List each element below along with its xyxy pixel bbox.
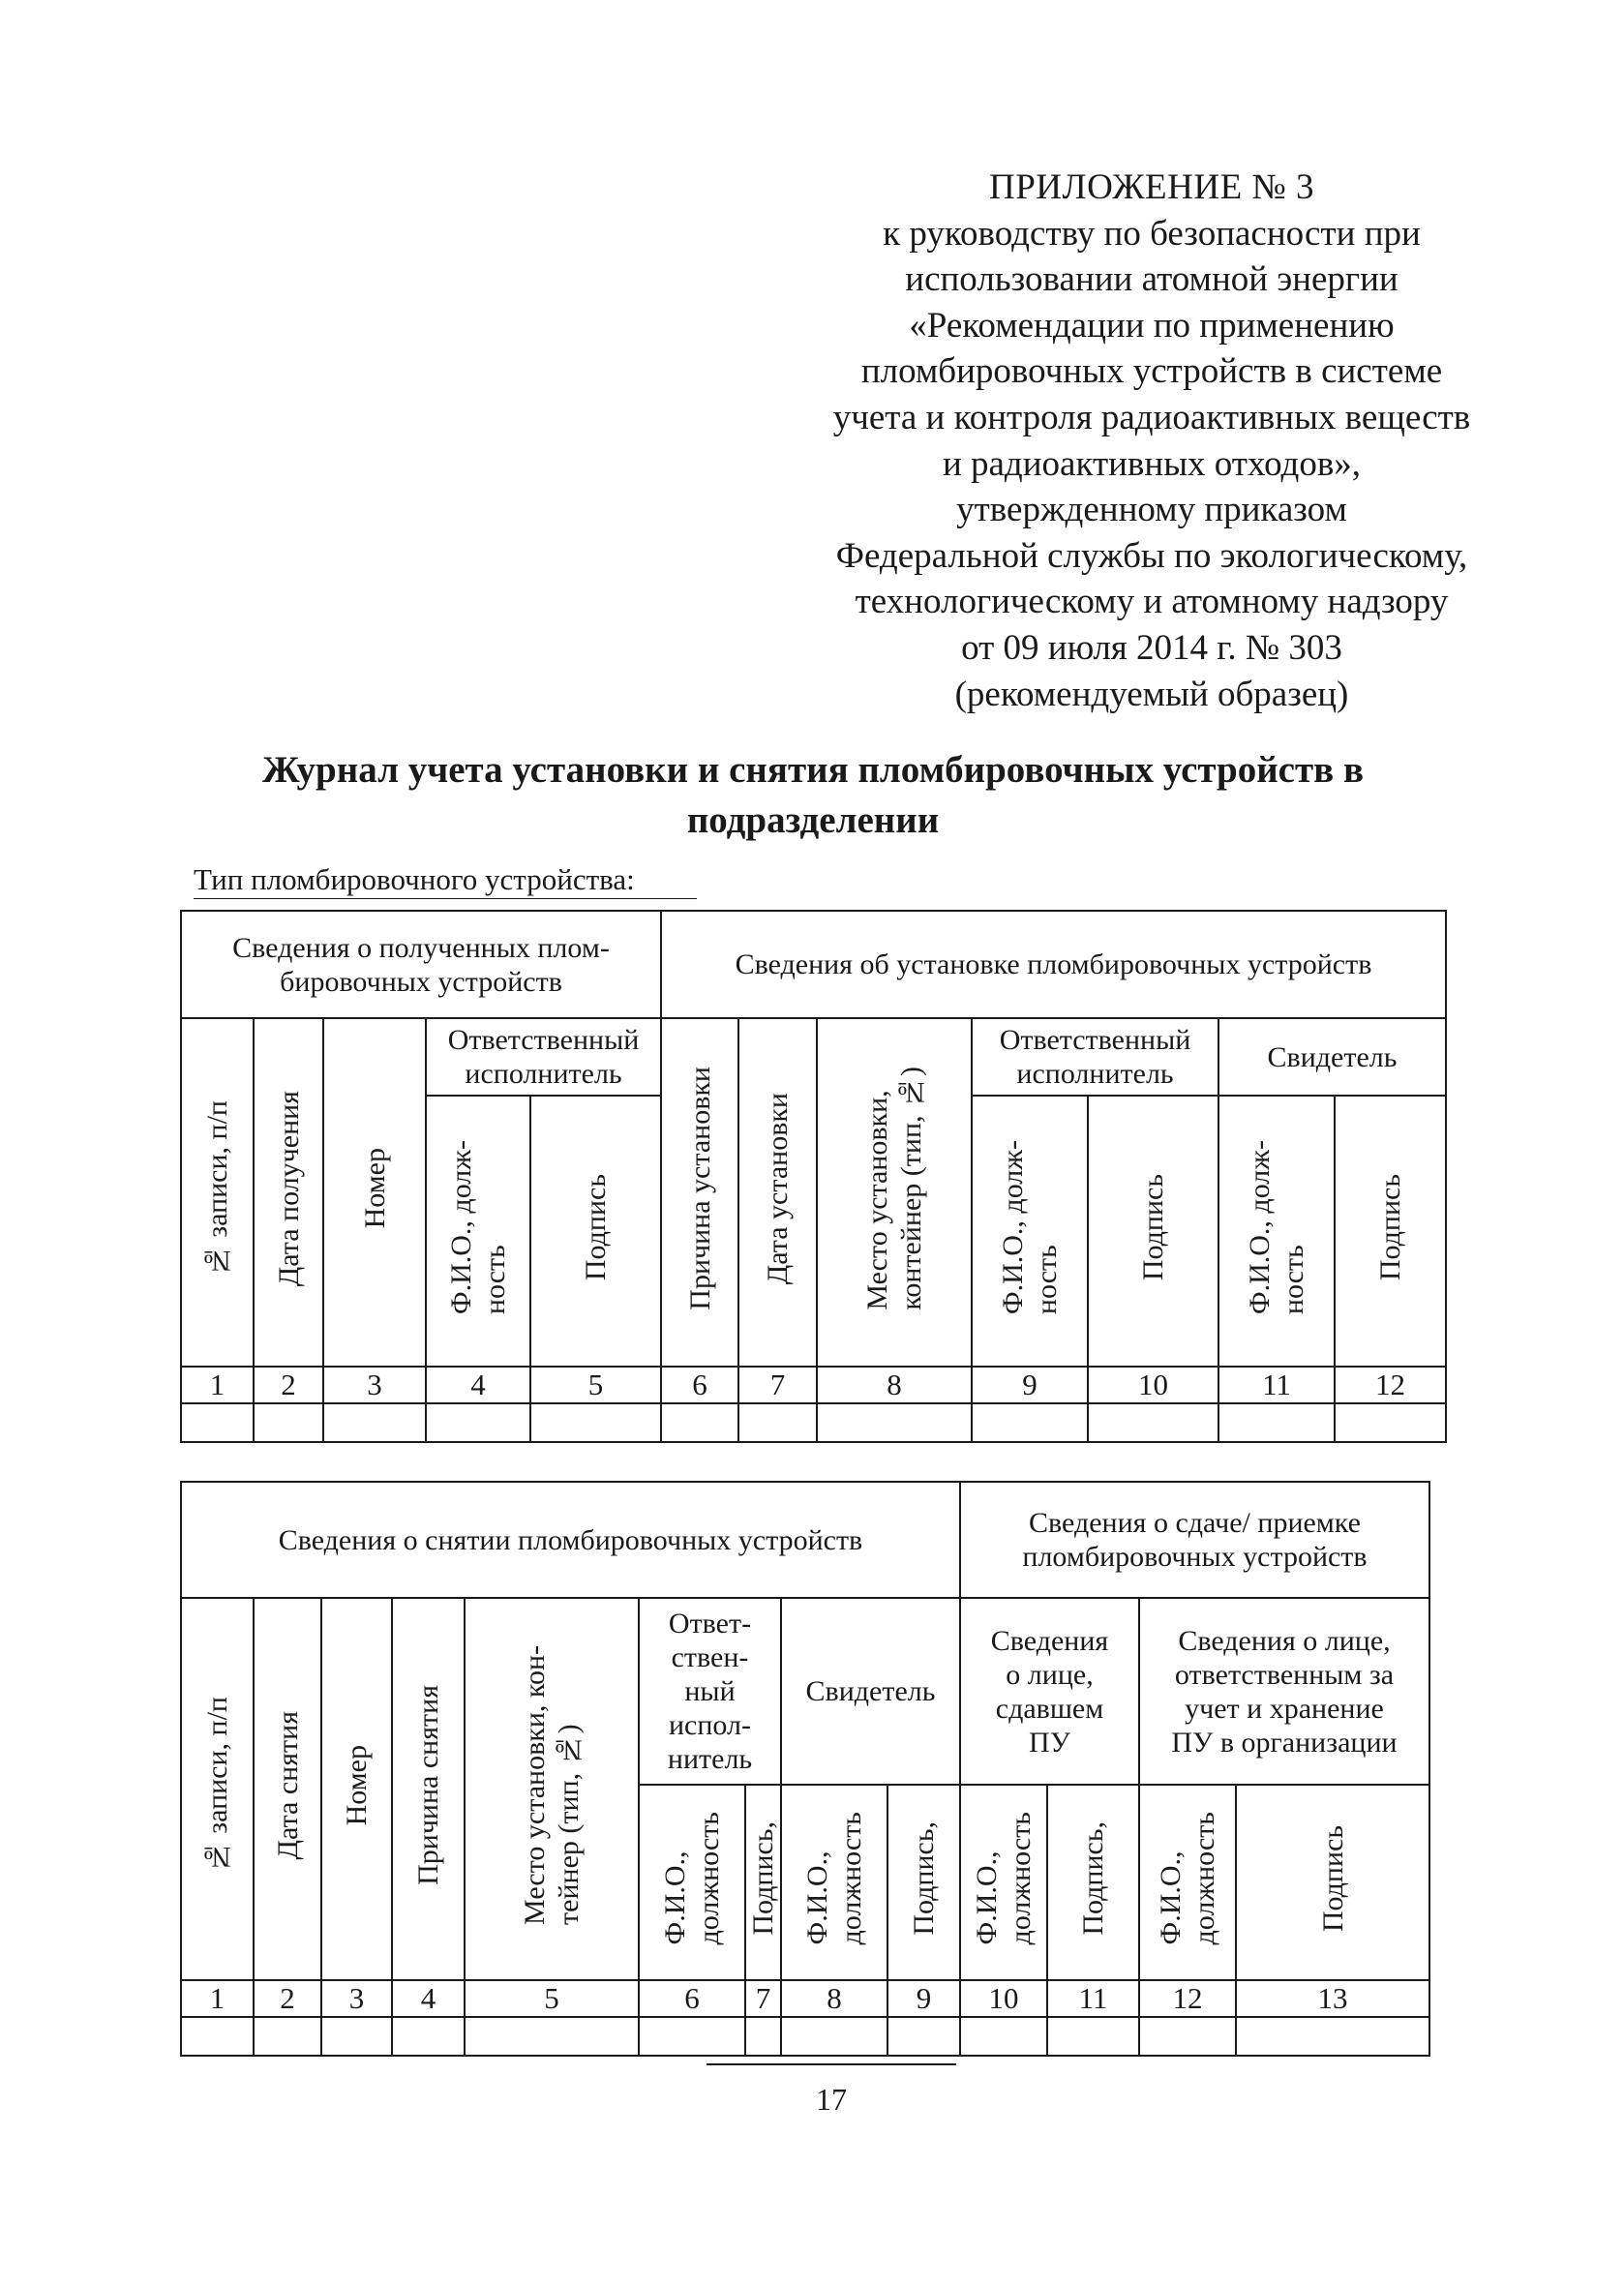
table-row xyxy=(181,1403,1446,1442)
empty-cell xyxy=(181,2017,254,2056)
appendix-line: «Рекомендации по применению xyxy=(909,305,1395,346)
col-signature: Подпись xyxy=(1335,1096,1446,1367)
column-number-cell: 12 xyxy=(1335,1367,1446,1403)
col-signature: Подпись xyxy=(1088,1096,1218,1367)
empty-cell xyxy=(972,1403,1088,1442)
appendix-line: Федеральной службы по экологическому, xyxy=(835,535,1468,576)
appendix-line: пломбировочных устройств в системе xyxy=(860,351,1443,392)
column-number-cell: 8 xyxy=(817,1367,972,1403)
empty-cell xyxy=(738,1403,817,1442)
header-person-handed-over: Сведения о лице, сдавшем ПУ xyxy=(960,1598,1139,1785)
empty-cell xyxy=(639,2017,745,2056)
removal-journal-table xyxy=(180,1481,1430,2057)
appendix-header xyxy=(794,165,1510,717)
header-received-seals: Сведения о полученных плом- бировочных устройств xyxy=(181,911,661,1018)
appendix-line: утвержденному приказом xyxy=(956,490,1347,530)
appendix-line: технологическому и атомному надзору xyxy=(855,582,1449,622)
empty-cell xyxy=(1335,1403,1446,1442)
col-date-received: Дата получения xyxy=(254,1018,323,1367)
col-fio-position: Ф.И.О., должность xyxy=(639,1785,745,1980)
col-number: Номер xyxy=(323,1018,426,1367)
appendix-line: ПРИЛОЖЕНИЕ № 3 xyxy=(988,167,1314,207)
journal-title xyxy=(155,745,1471,846)
empty-cell xyxy=(321,2017,392,2056)
column-number-cell: 7 xyxy=(738,1367,817,1403)
column-number-cell: 12 xyxy=(1139,1980,1236,2017)
column-number-cell: 9 xyxy=(887,1980,960,2017)
column-number-cell: 1 xyxy=(181,1367,254,1403)
column-number-cell: 13 xyxy=(1236,1980,1429,2017)
col-install-reason: Причина установки xyxy=(661,1018,738,1367)
empty-cell xyxy=(254,2017,321,2056)
column-number-cell: 4 xyxy=(392,1980,465,2017)
journal-title-line-1: Журнал учета установки и снятия пломбировочных устройств в xyxy=(261,749,1365,791)
col-install-date: Дата установки xyxy=(738,1018,817,1367)
table-row xyxy=(181,2017,1429,2056)
empty-cell xyxy=(1218,1403,1335,1442)
header-responsible-executor: Ответственный исполнитель xyxy=(972,1018,1218,1096)
column-number-cell: 5 xyxy=(530,1367,661,1403)
header-witness: Свидетель xyxy=(1218,1018,1446,1096)
appendix-line: использовании атомной энергии xyxy=(905,259,1398,300)
header-seal-handover: Сведения о сдаче/ приемке пломбировочных устройств xyxy=(960,1482,1429,1598)
empty-cell xyxy=(181,1403,254,1442)
empty-cell xyxy=(1047,2017,1139,2056)
seal-type-label: Тип пломбировочного устройства: xyxy=(194,862,635,896)
col-signature: Подпись xyxy=(530,1096,661,1367)
header-witness: Свидетель xyxy=(781,1598,960,1785)
column-number-cell: 3 xyxy=(323,1367,426,1403)
column-number-cell: 6 xyxy=(661,1367,738,1403)
appendix-line: к руководству по безопасности при xyxy=(883,213,1421,254)
col-removal-date: Дата снятия xyxy=(254,1598,321,1980)
col-fio-position: Ф.И.О., должность xyxy=(781,1785,887,1980)
col-record-no: № записи, п/п xyxy=(181,1598,254,1980)
column-number-cell: 4 xyxy=(426,1367,530,1403)
appendix-line: учета и контроля радиоактивных веществ xyxy=(832,397,1471,437)
column-number-cell: 7 xyxy=(745,1980,781,2017)
col-fio-position: Ф.И.О., должность xyxy=(1139,1785,1236,1980)
empty-cell xyxy=(323,1403,426,1442)
col-number: Номер xyxy=(321,1598,392,1980)
column-number-cell: 11 xyxy=(1218,1367,1335,1403)
empty-cell xyxy=(392,2017,465,2056)
appendix-line: (рекомендуемый образец) xyxy=(954,674,1349,714)
empty-cell xyxy=(426,1403,530,1442)
col-signature: Подпись, xyxy=(745,1785,781,1980)
header-person-custodian: Сведения о лице, ответственным за учет и хранение ПУ в организации xyxy=(1139,1598,1429,1785)
empty-cell xyxy=(465,2017,639,2056)
empty-cell xyxy=(960,2017,1047,2056)
col-fio-position: Ф.И.О., долж- ность xyxy=(972,1096,1088,1367)
col-fio-position: Ф.И.О., долж- ность xyxy=(426,1096,530,1367)
col-signature: Подпись, xyxy=(887,1785,960,1980)
column-number-cell: 10 xyxy=(960,1980,1047,2017)
col-fio-position: Ф.И.О., должность xyxy=(960,1785,1047,1980)
column-number-cell: 2 xyxy=(254,1980,321,2017)
empty-cell xyxy=(1088,1403,1218,1442)
column-number-cell: 11 xyxy=(1047,1980,1139,2017)
appendix-line: от 09 июля 2014 г. № 303 xyxy=(961,627,1342,668)
col-removal-reason: Причина снятия xyxy=(392,1598,465,1980)
col-install-place: Место установки, кон- тейнер (тип, №) xyxy=(465,1598,639,1980)
installation-journal-table xyxy=(180,910,1447,1443)
appendix-line: и радиоактивных отходов», xyxy=(942,443,1362,484)
empty-cell xyxy=(887,2017,960,2056)
col-record-no: № записи, п/п xyxy=(181,1018,254,1367)
journal-title-line-2: подразделении xyxy=(686,799,940,841)
empty-cell xyxy=(781,2017,887,2056)
header-responsible-executor: Ответственный исполнитель xyxy=(426,1018,661,1096)
column-number-cell: 2 xyxy=(254,1367,323,1403)
footer-rule xyxy=(707,2063,956,2065)
col-signature: Подпись xyxy=(1236,1785,1429,1980)
empty-cell xyxy=(1139,2017,1236,2056)
empty-cell xyxy=(661,1403,738,1442)
column-number-cell: 10 xyxy=(1088,1367,1218,1403)
column-number-cell: 9 xyxy=(972,1367,1088,1403)
column-number-cell: 5 xyxy=(465,1980,639,2017)
header-seal-removal: Сведения о снятии пломбировочных устройств xyxy=(181,1482,960,1598)
header-seal-installation: Сведения об установке пломбировочных устройств xyxy=(661,911,1446,1018)
column-number-cell: 6 xyxy=(639,1980,745,2017)
empty-cell xyxy=(530,1403,661,1442)
col-fio-position: Ф.И.О., долж- ность xyxy=(1218,1096,1335,1367)
header-responsible-executor: Ответ- ствен- ный испол- нитель xyxy=(639,1598,781,1785)
empty-cell xyxy=(1236,2017,1429,2056)
column-number-cell: 1 xyxy=(181,1980,254,2017)
empty-cell xyxy=(745,2017,781,2056)
col-install-place: Место установки, контейнер (тип, №) xyxy=(817,1018,972,1367)
empty-cell xyxy=(254,1403,323,1442)
empty-cell xyxy=(817,1403,972,1442)
seal-type-fill-line xyxy=(194,898,697,899)
page-number: 17 xyxy=(816,2082,847,2117)
column-number-cell: 3 xyxy=(321,1980,392,2017)
column-number-cell: 8 xyxy=(781,1980,887,2017)
col-signature: Подпись, xyxy=(1047,1785,1139,1980)
